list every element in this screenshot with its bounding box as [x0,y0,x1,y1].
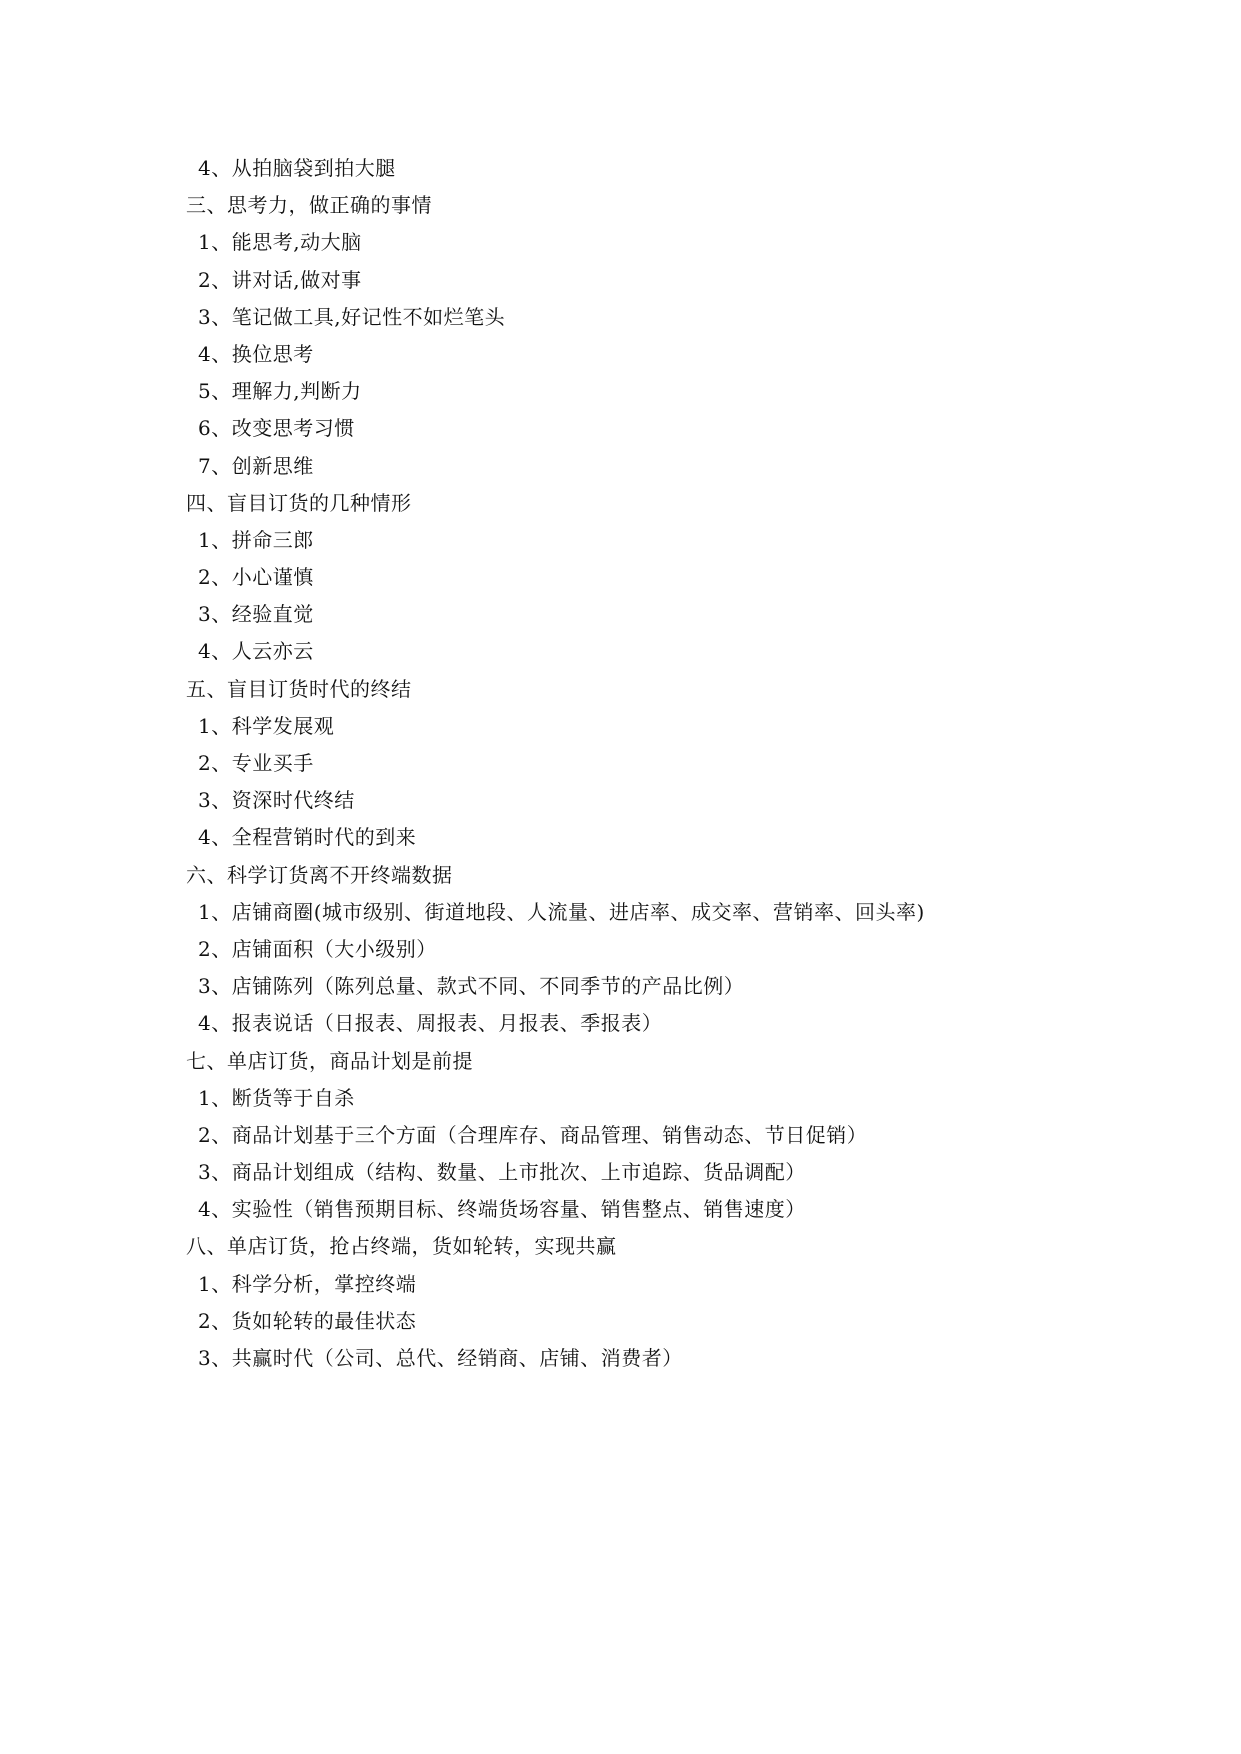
list-item: 1、断货等于自杀 [198,1085,355,1110]
section-heading: 六、科学订货离不开终端数据 [186,862,453,887]
list-item: 3、店铺陈列（陈列总量、款式不同、不同季节的产品比例） [198,974,745,999]
list-item: 5、理解力,判断力 [198,379,362,404]
list-item: 2、专业买手 [198,751,314,775]
list-item: 2、小心谨慎 [198,565,314,590]
list-item: 1、科学分析，掌控终端 [198,1271,417,1296]
list-item: 2、货如轮转的最佳状态 [198,1308,417,1333]
list-item: 4、人云亦云 [198,639,314,664]
list-item: 3、共赢时代（公司、总代、经销商、店铺、消费者） [198,1346,683,1370]
list-item: 2、讲对话,做对事 [198,267,362,292]
list-item: 2、店铺面积（大小级别） [198,936,437,961]
outline-list [186,150,1186,1377]
list-item: 3、笔记做工具,好记性不如烂笔头 [198,304,506,329]
list-item: 4、全程营销时代的到来 [198,825,417,850]
list-item: 7、创新思维 [198,453,314,478]
section-heading: 四、盲目订货的几种情形 [186,490,412,515]
list-item: 3、经验直觉 [198,602,314,627]
section-heading: 五、盲目订货时代的终结 [186,676,412,701]
list-item: 3、资深时代终结 [198,788,355,813]
section-heading: 三、思考力，做正确的事情 [186,193,432,218]
list-item: 2、商品计划基于三个方面（合理库存、商品管理、销售动态、节日促销） [198,1122,868,1147]
list-item: 4、报表说话（日报表、周报表、月报表、季报表） [198,1011,663,1036]
list-item: 1、拼命三郎 [198,527,314,552]
section-heading: 七、单店订货，商品计划是前提 [186,1048,473,1073]
list-item: 1、能思考,动大脑 [198,230,362,255]
list-item: 4、实验性（销售预期目标、终端货场容量、销售整点、销售速度） [198,1197,806,1222]
list-item: 4、从拍脑袋到拍大腿 [198,156,396,180]
list-item: 4、换位思考 [198,341,314,366]
list-item: 1、科学发展观 [198,713,335,738]
section-heading: 八、单店订货，抢占终端，货如轮转，实现共赢 [186,1234,617,1259]
list-item: 6、改变思考习惯 [198,416,355,441]
list-item: 3、商品计划组成（结构、数量、上市批次、上市追踪、货品调配） [198,1160,806,1185]
list-item: 1、店铺商圈(城市级别、街道地段、人流量、进店率、成交率、营销率、回头率) [198,899,925,924]
